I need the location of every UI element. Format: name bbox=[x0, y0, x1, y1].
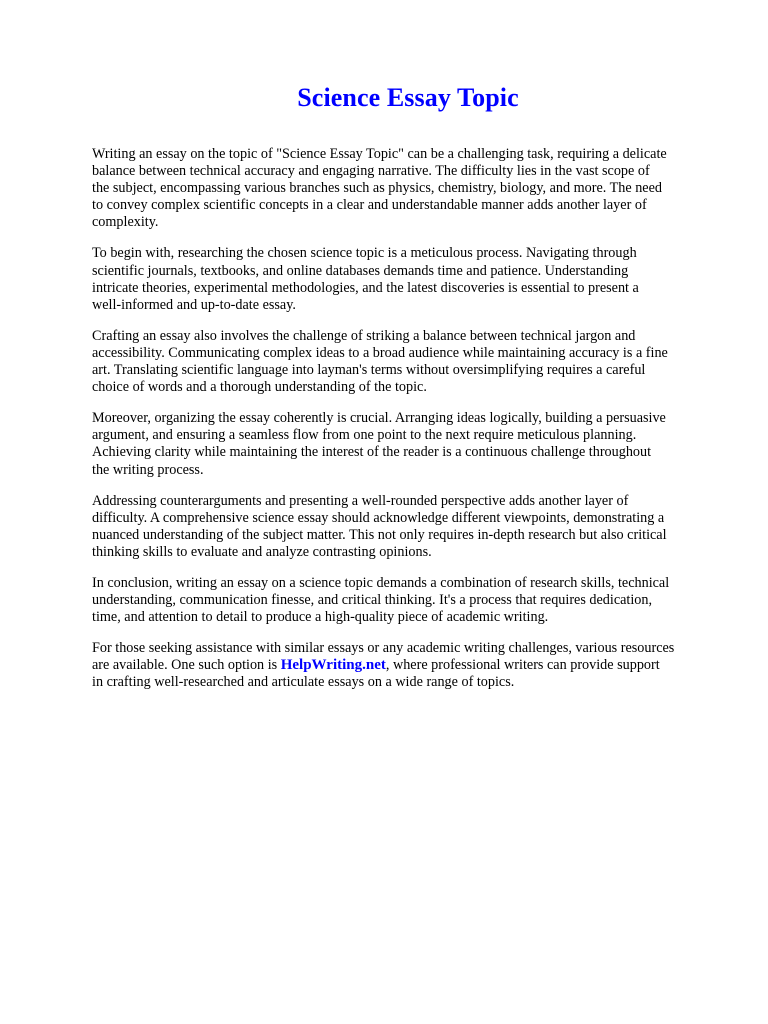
paragraph-line: To begin with, researching the chosen science topic is a meticulous process. Navigating through bbox=[92, 245, 637, 262]
paragraph-line: the writing process. bbox=[92, 461, 204, 478]
paragraph-line: In conclusion, writing an essay on a science topic demands a combination of research skills, technical bbox=[92, 574, 670, 591]
paragraph-line: accessibility. Communicating complex ideas to a broad audience while maintaining accuracy is a fine bbox=[92, 344, 668, 361]
paragraph-line: understanding, communication finesse, and critical thinking. It's a process that requires dedication, bbox=[92, 592, 653, 609]
body-paragraph bbox=[92, 245, 760, 313]
paragraph-line: difficulty. A comprehensive science essay should acknowledge different viewpoints, demonstrating a bbox=[92, 509, 665, 526]
paragraph-line: Achieving clarity while maintaining the interest of the reader is a continuous challenge throughout bbox=[92, 444, 652, 461]
paragraph-line: Moreover, organizing the essay coherently is crucial. Arranging ideas logically, building a persuasive bbox=[92, 410, 666, 427]
body-paragraph bbox=[92, 328, 760, 396]
paragraph-line: well-informed and up-to-date essay. bbox=[92, 296, 296, 313]
body-paragraph bbox=[92, 575, 760, 626]
paragraph-list bbox=[92, 146, 760, 626]
body-paragraph bbox=[92, 410, 760, 478]
paragraph-line: art. Translating scientific language into layman's terms without oversimplifying requires a careful bbox=[92, 362, 646, 379]
final-paragraph bbox=[92, 640, 760, 691]
final-paragraph-text-before-link: are available. One such option is bbox=[92, 657, 281, 674]
final-paragraph-line-2 bbox=[92, 657, 760, 674]
paragraph-line: argument, and ensuring a seamless flow from one point to the next require meticulous planning. bbox=[92, 427, 637, 444]
paragraph-line: nuanced understanding of the subject matter. This not only requires in-depth research but also critical bbox=[92, 526, 667, 543]
paragraph-line: Addressing counterarguments and presenting a well-rounded perspective adds another layer of bbox=[92, 492, 629, 509]
paragraph-line: scientific journals, textbooks, and online databases demands time and patience. Understanding bbox=[92, 262, 629, 279]
body-paragraph bbox=[92, 146, 760, 231]
paragraph-line: balance between technical accuracy and engaging narrative. The difficulty lies in the vast scope of bbox=[92, 163, 650, 180]
paragraph-line: intricate theories, experimental methodologies, and the latest discoveries is essential to present a bbox=[92, 279, 639, 296]
paragraph-line: choice of words and a thorough understanding of the topic. bbox=[92, 379, 427, 396]
paragraph-line: complexity. bbox=[92, 214, 159, 231]
paragraph-line: to convey complex scientific concepts in a clear and understandable manner adds another layer of bbox=[92, 197, 647, 214]
page-title: Science Essay Topic bbox=[297, 83, 519, 112]
paragraph-line: Writing an essay on the topic of "Science Essay Topic" can be a challenging task, requiring a delicate bbox=[92, 146, 667, 162]
final-paragraph-line-3: in crafting well-researched and articulate essays on a wide range of topics. bbox=[92, 674, 515, 691]
helpwriting-link[interactable]: HelpWriting.net bbox=[280, 657, 386, 674]
paragraph-line: thinking skills to evaluate and analyze contrasting opinions. bbox=[92, 543, 432, 560]
final-paragraph-line-1: For those seeking assistance with similar essays or any academic writing challenges, various resources bbox=[92, 640, 675, 657]
paragraph-line: the subject, encompassing various branches such as physics, chemistry, biology, and more. The need bbox=[92, 180, 662, 197]
paragraph-line: Crafting an essay also involves the challenge of striking a balance between technical jargon and bbox=[92, 327, 636, 344]
paragraph-line: time, and attention to detail to produce a high-quality piece of academic writing. bbox=[92, 609, 549, 626]
body-paragraph bbox=[92, 493, 760, 561]
final-paragraph-text-after-link: , where professional writers can provide support bbox=[385, 657, 660, 674]
document-body bbox=[92, 146, 760, 706]
